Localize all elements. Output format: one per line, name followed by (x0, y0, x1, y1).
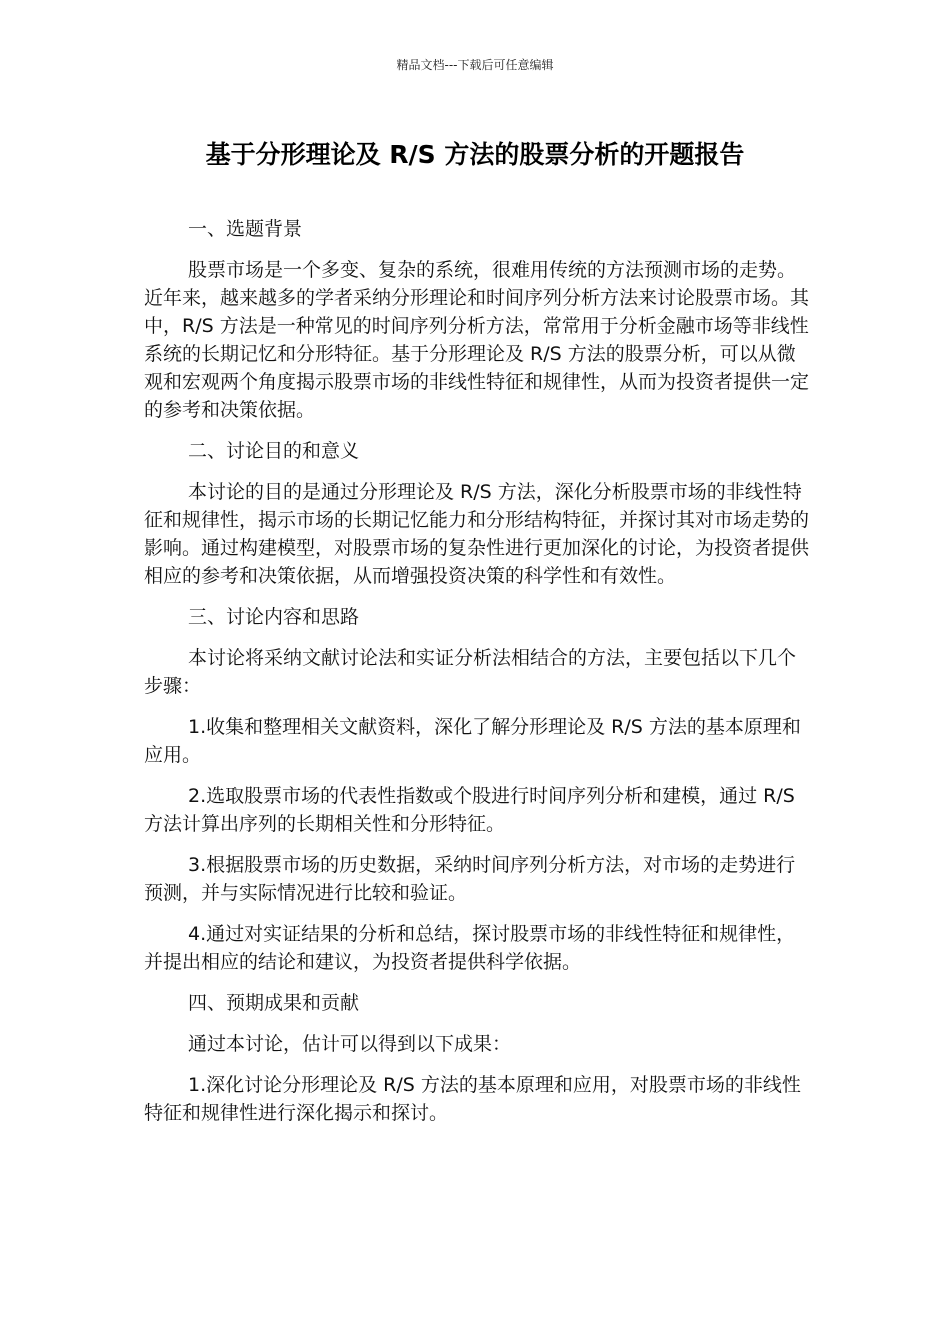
paragraph: 通过本讨论，估计可以得到以下成果： (188, 1033, 512, 1055)
section-heading-content: 三、讨论内容和思路 (188, 606, 360, 628)
paragraph: 股票市场是一个多变、复杂的系统，很难用传统的方法预测市场的走势。近年来，越来越多的学者采纳分形理论和时间序列分析方法来讨论股票市场。其中，R/S 方法是一种常见的时间序列分析方法，常常用于分析金融市场等非线性系统的长期记忆和分形特征。基于分形理论及 R/S 方法的股票分析，可以从微观和宏观两个角度揭示股票市场的非线性特征和规律性，从而为投资者提供一定的参考和决策依据。 (144, 259, 810, 421)
paragraph: 本讨论的目的是通过分形理论及 R/S 方法，深化分析股票市场的非线性特征和规律性，揭示市场的长期记忆能力和分形结构特征，并探讨其对市场走势的影响。通过构建模型，对股票市场的复杂性进行更加深化的讨论，为投资者提供相应的参考和决策依据，从而增强投资决策的科学性和有效性。 (144, 481, 810, 587)
list-item-step-1: 1.收集和整理相关文献资料，深化了解分形理论及 R/S 方法的基本原理和应用。 (144, 716, 801, 766)
list-item-step-3: 3.根据股票市场的历史数据，采纳时间序列分析方法，对市场的走势进行预测，并与实际情况进行比较和验证。 (144, 854, 796, 904)
list-item-step-2: 2.选取股票市场的代表性指数或个股进行时间序列分析和建模，通过 R/S 方法计算出序列的长期相关性和分形特征。 (144, 785, 795, 835)
paragraph: 本讨论将采纳文献讨论法和实证分析法相结合的方法，主要包括以下几个步骤： (144, 647, 797, 697)
list-item-step-4: 4.通过对实证结果的分析和总结，探讨股票市场的非线性特征和规律性，并提出相应的结论和建议，为投资者提供科学依据。 (144, 923, 796, 973)
section-heading-background: 一、选题背景 (188, 218, 303, 240)
list-item-result-1: 1.深化讨论分形理论及 R/S 方法的基本原理和应用，对股票市场的非线性特征和规律性进行深化揭示和探讨。 (144, 1074, 801, 1124)
section-heading-purpose: 二、讨论目的和意义 (188, 440, 360, 462)
document-title: 基于分形理论及 R/S 方法的股票分析的开题报告 (205, 140, 745, 169)
document-body (144, 215, 810, 1140)
page-header: 精品文档---下载后可任意编辑 (396, 58, 554, 72)
section-heading-results: 四、预期成果和贡献 (188, 992, 360, 1014)
